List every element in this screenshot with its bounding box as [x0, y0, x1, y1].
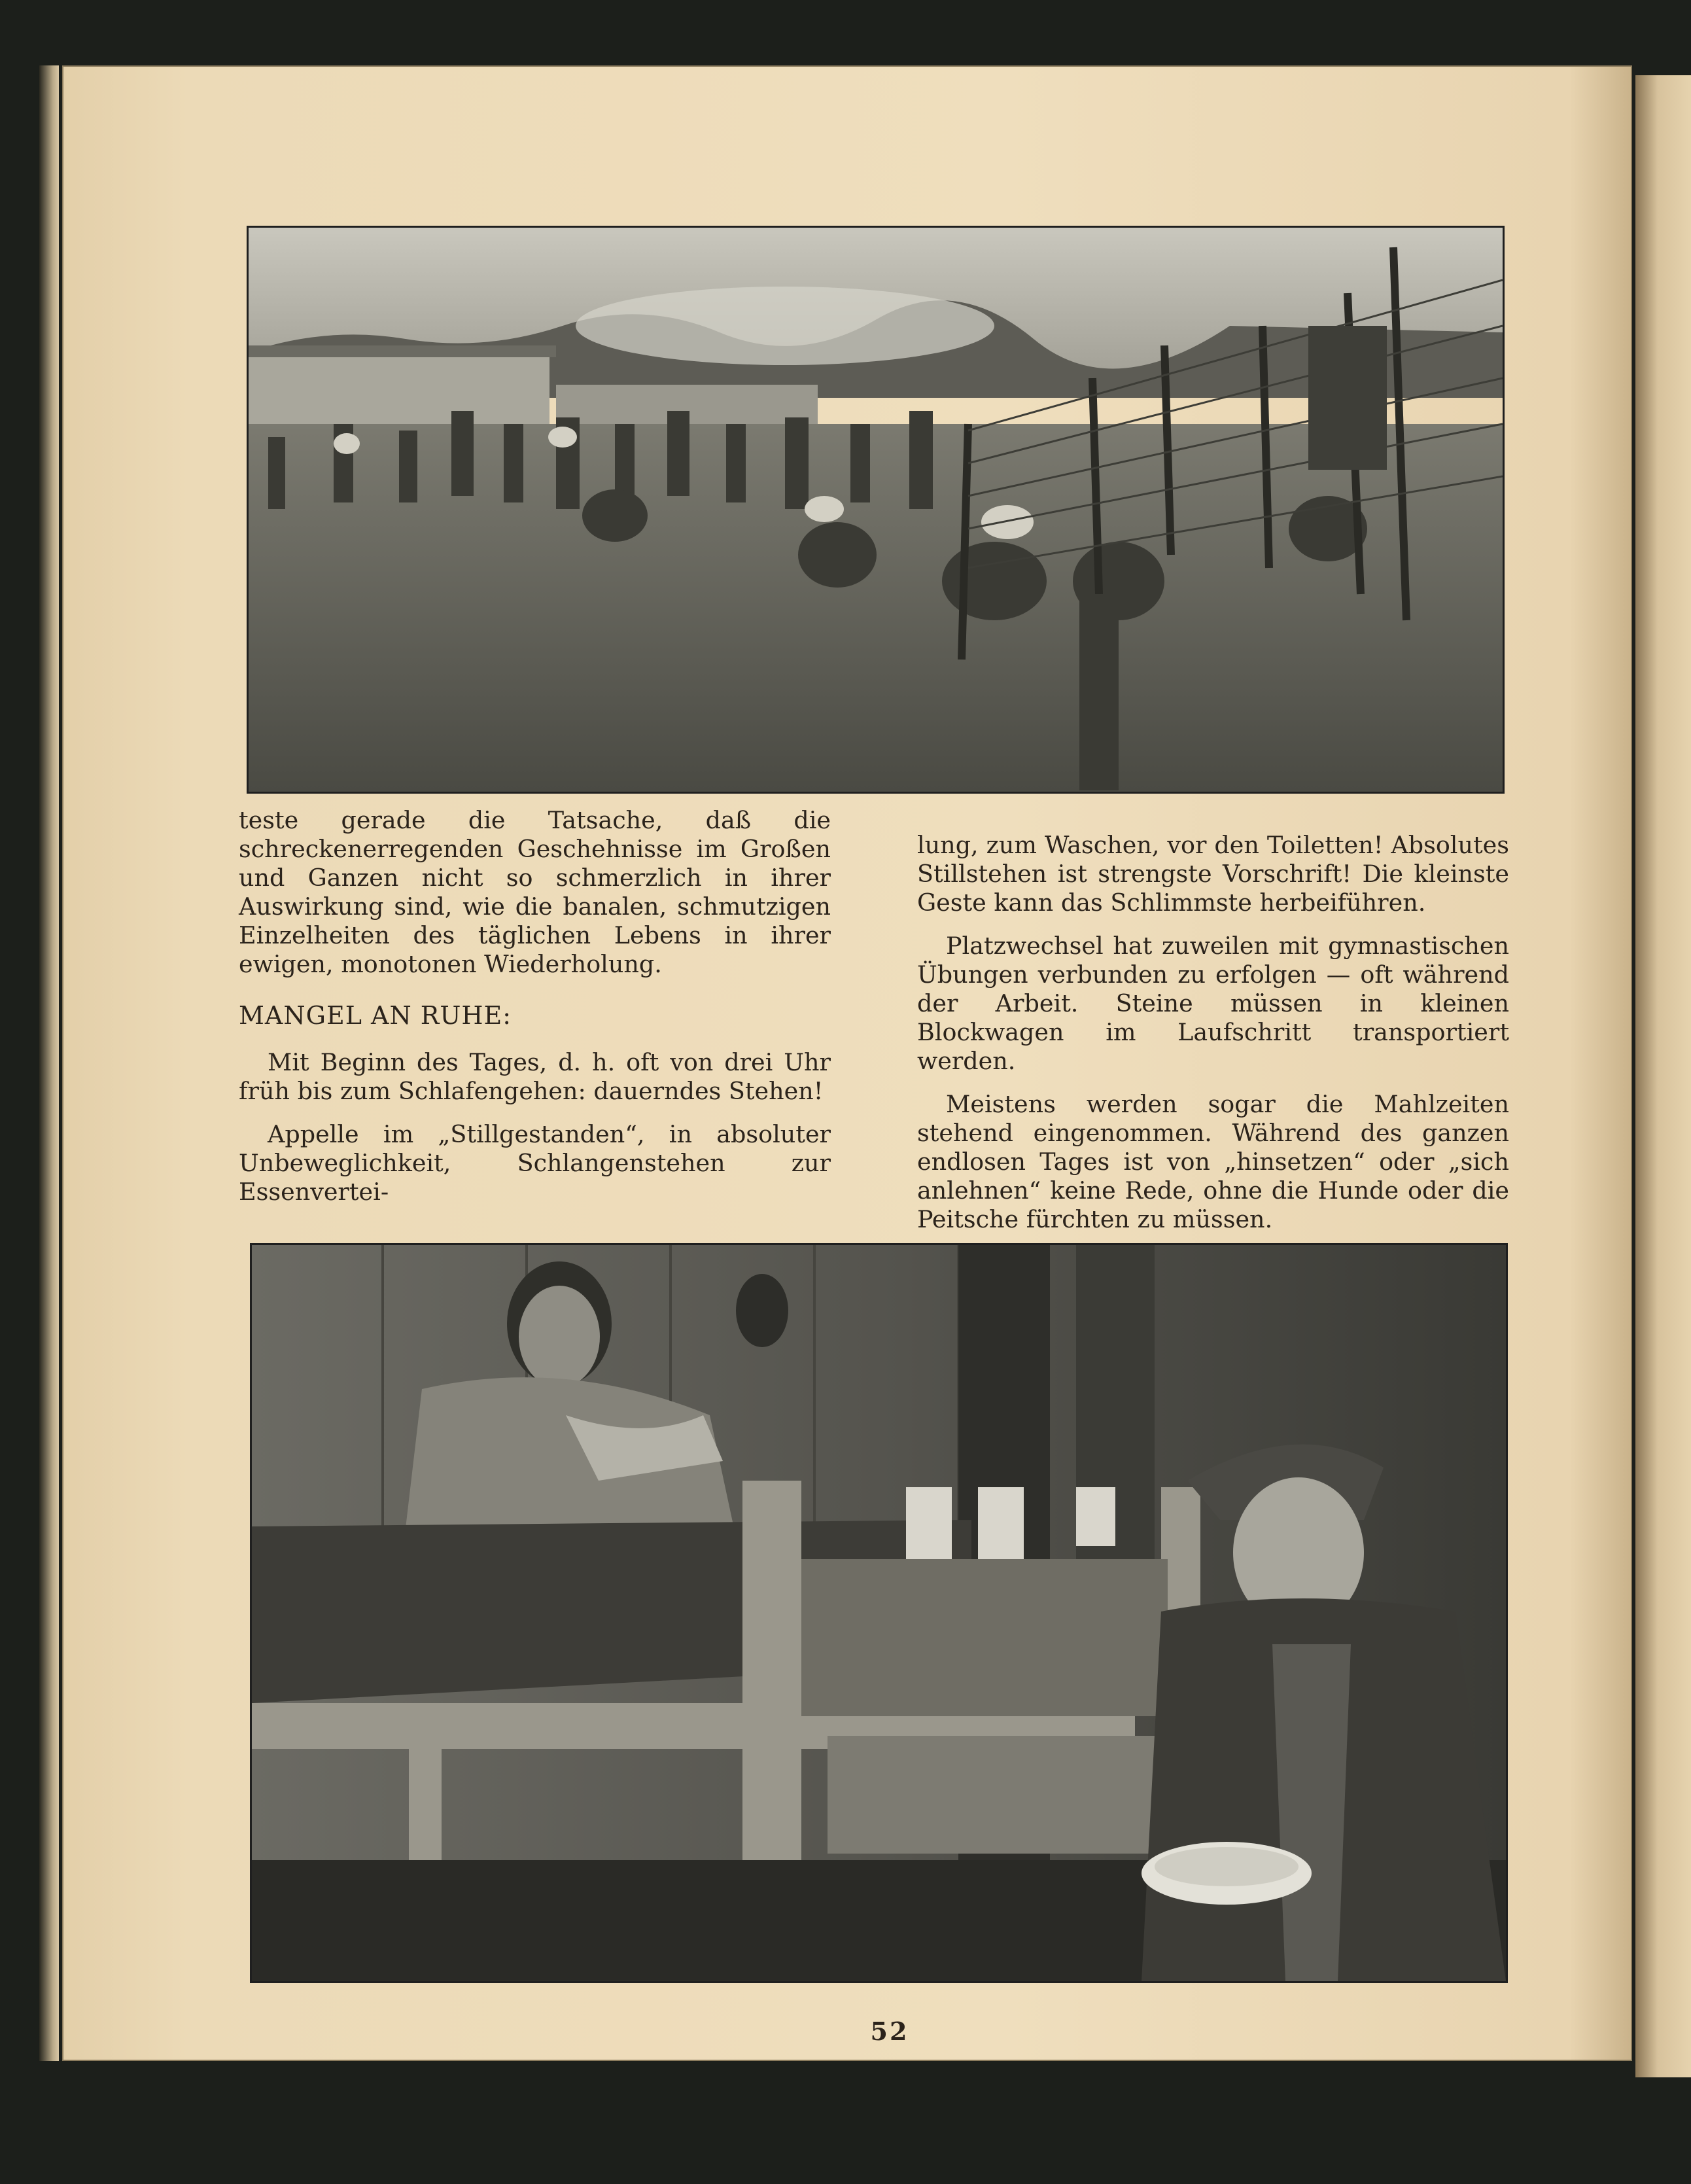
- photo-barracks-bunk-image: [252, 1245, 1506, 1981]
- photo-barracks-bunk: [250, 1243, 1508, 1983]
- paragraph: Appelle im „Stillgestanden“, in absoluter Unbeweglichkeit, Schlangenstehen zur Essenvertei-: [239, 1120, 831, 1206]
- paragraph: Platzwechsel hat zuweilen mit gymnastischen Übungen verbunden zu erfolgen — oft während der Arbeit. Steine müssen in kleinen Blockwagen im Laufschritt transportiert werden.: [917, 932, 1509, 1075]
- paragraph: lung, zum Waschen, vor den Toiletten! Absolutes Stillstehen ist strengste Vorschrift! Die kleinste Geste kann das Schlimmste herbeiführen.: [917, 831, 1509, 917]
- next-page-edge: [1635, 75, 1691, 2077]
- text-column-left: [239, 806, 831, 1221]
- paragraph: teste gerade die Tatsache, daß die schreckenerregenden Geschehnisse im Großen und Ganzen nicht so schmerzlich in ihrer Auswirkung sind, wie die banalen, schmutzigen Einzelheiten des täglichen Lebens in ihrer ewigen, monotonen Wiederholung.: [239, 806, 831, 978]
- photo-camp-yard-image: [249, 228, 1503, 792]
- photo-camp-yard: [247, 226, 1505, 794]
- text-column-right: [917, 831, 1509, 1248]
- page-number: 52: [870, 2017, 909, 2046]
- paragraph: Meistens werden sogar die Mahlzeiten stehend eingenommen. Während des ganzen endlosen Tages ist von „hinsetzen“ oder „sich anlehnen“ keine Rede, ohne die Hunde oder die Peitsche fürchten zu müssen.: [917, 1090, 1509, 1233]
- book-spine-shadow: [39, 65, 59, 2061]
- paragraph: Mit Beginn des Tages, d. h. oft von drei Uhr früh bis zum Schlafengehen: dauerndes Stehen!: [239, 1048, 831, 1105]
- section-heading: MANGEL AN RUHE:: [239, 1001, 512, 1030]
